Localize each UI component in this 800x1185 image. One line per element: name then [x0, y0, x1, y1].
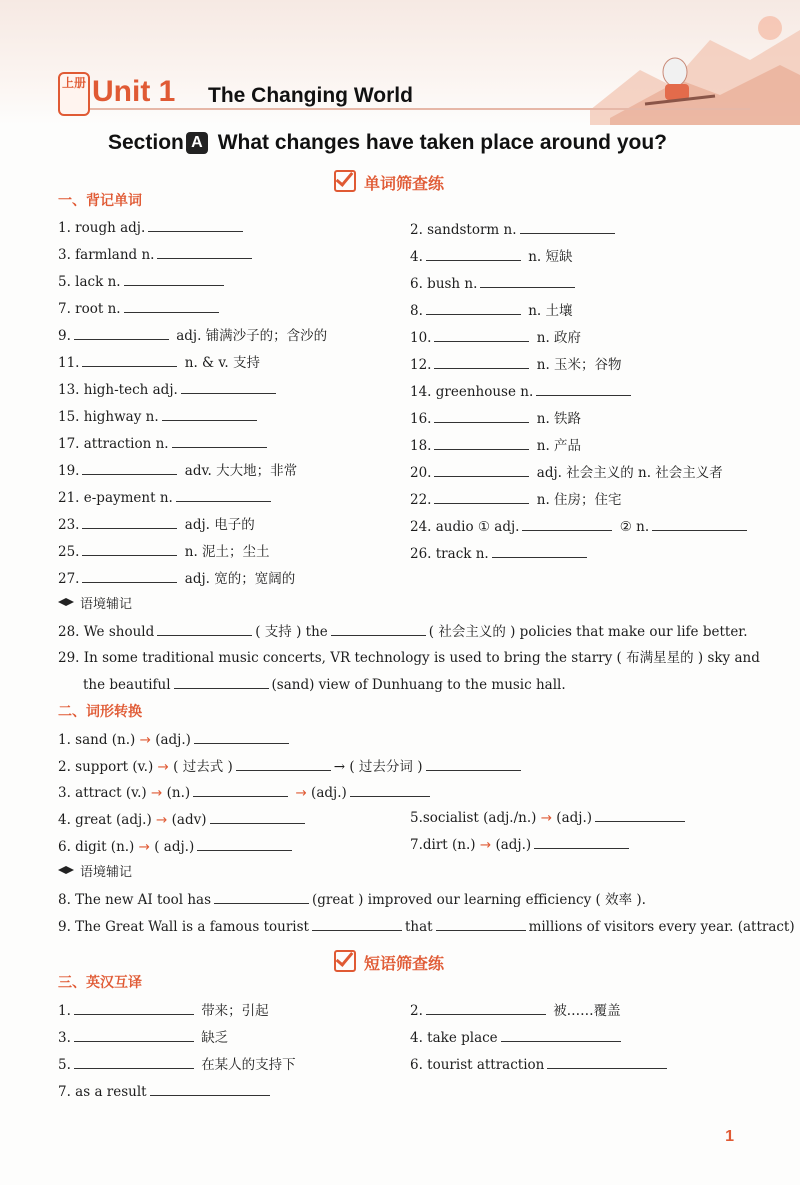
part-1-heading: 一、背记单词 — [58, 193, 142, 209]
band-phrase-drill — [334, 950, 444, 975]
word-item: 25. n. 泥土；尘土 — [58, 544, 270, 560]
word-item: 16. n. 铁路 — [410, 411, 582, 427]
skier-mountain-illustration — [590, 0, 800, 125]
answer-blank[interactable] — [74, 1055, 194, 1069]
word-item: 18. n. 产品 — [410, 438, 582, 454]
word-item: 19. adv. 大大地；非常 — [58, 463, 298, 479]
band-label: 单词筛查练 — [364, 174, 445, 193]
word-item: 14. greenhouse n. — [410, 382, 634, 401]
answer-blank[interactable] — [148, 218, 243, 232]
phrase-item: 3. 缺乏 — [58, 1030, 229, 1046]
answer-blank[interactable] — [82, 461, 177, 475]
transform-item: 1. sand (n.) → (adj.) — [58, 730, 292, 749]
transform-item: 5.socialist (adj./n.) → (adj.) — [410, 808, 688, 827]
arrow-right-icon: → — [540, 810, 552, 826]
graduation-cap-icon — [58, 866, 74, 876]
word-item: 10. n. 政府 — [410, 330, 582, 346]
part-2-heading: 二、词形转换 — [58, 704, 142, 720]
arrow-right-icon: → — [151, 785, 163, 801]
sentence-8: 8. The new AI tool has (great ) improved our learning efficiency ( 效率 ). — [58, 892, 646, 908]
answer-blank[interactable] — [82, 353, 177, 367]
answer-blank[interactable] — [547, 1055, 667, 1069]
answer-blank[interactable] — [426, 247, 521, 261]
answer-blank[interactable] — [434, 463, 529, 477]
part-3-heading: 三、英汉互译 — [58, 975, 142, 991]
answer-blank[interactable] — [74, 326, 169, 340]
word-item: 7. root n. — [58, 299, 222, 318]
arrow-right-icon: → — [295, 785, 307, 801]
arrow-right-icon: → — [157, 759, 169, 775]
unit-label: Unit 1 — [92, 75, 176, 108]
answer-blank[interactable] — [194, 730, 289, 744]
sentence-29-cont: the beautiful (sand) view of Dunhuang to the music hall. — [83, 677, 566, 693]
band-label: 短语筛查练 — [364, 954, 445, 973]
band-word-drill — [334, 170, 444, 195]
answer-blank[interactable] — [434, 490, 529, 504]
unit-title: The Changing World — [208, 84, 413, 107]
answer-blank[interactable] — [124, 299, 219, 313]
sentence-28: 28. We should ( 支持 ) the ( 社会主义的 ) policies that make our life better. — [58, 624, 748, 640]
answer-blank[interactable] — [236, 757, 331, 771]
phrase-item: 1. 带来；引起 — [58, 1003, 269, 1019]
word-item: 26. track n. — [410, 544, 590, 563]
answer-blank[interactable] — [174, 675, 269, 689]
answer-blank[interactable] — [520, 220, 615, 234]
context-hint: 语境辅记 — [58, 596, 132, 614]
answer-blank[interactable] — [501, 1028, 621, 1042]
answer-blank[interactable] — [522, 517, 612, 531]
answer-blank[interactable] — [197, 837, 292, 851]
checkmark-icon — [334, 170, 356, 192]
word-item: 12. n. 玉米；谷物 — [410, 357, 622, 373]
answer-blank[interactable] — [181, 380, 276, 394]
transform-item: 2. support (v.) → ( 过去式 ) → ( 过去分词 ) — [58, 757, 524, 776]
answer-blank[interactable] — [436, 917, 526, 931]
answer-blank[interactable] — [492, 544, 587, 558]
answer-blank[interactable] — [74, 1001, 194, 1015]
phrase-item: 2. 被……覆盖 — [410, 1003, 621, 1019]
answer-blank[interactable] — [434, 409, 529, 423]
answer-blank[interactable] — [210, 810, 305, 824]
answer-blank[interactable] — [124, 272, 224, 286]
answer-blank[interactable] — [331, 622, 426, 636]
answer-blank[interactable] — [82, 542, 177, 556]
phrase-item: 7. as a result — [58, 1082, 273, 1101]
arrow-right-icon: → — [139, 732, 151, 748]
section-prefix: Section — [108, 131, 184, 154]
transform-item: 3. attract (v.) → (n.) → (adj.) — [58, 783, 433, 802]
word-item: 15. highway n. — [58, 407, 260, 426]
answer-blank[interactable] — [434, 328, 529, 342]
checkmark-icon — [334, 950, 356, 972]
word-item: 9. adj. 铺满沙子的；含沙的 — [58, 328, 328, 344]
word-item: 22. n. 住房；住宅 — [410, 492, 622, 508]
arrow-right-icon: → — [479, 837, 492, 853]
answer-blank[interactable] — [350, 783, 430, 797]
answer-blank[interactable] — [157, 622, 252, 636]
word-item: 11. n. & v. 支持 — [58, 355, 260, 371]
answer-blank[interactable] — [82, 569, 177, 583]
answer-blank[interactable] — [150, 1082, 270, 1096]
word-item: 5. lack n. — [58, 272, 227, 291]
answer-blank[interactable] — [162, 407, 257, 421]
word-item: 24. audio ① adj. ② n. — [410, 517, 750, 536]
phrase-item: 5. 在某人的支持下 — [58, 1057, 296, 1073]
phrase-item: 6. tourist attraction — [410, 1055, 670, 1074]
answer-blank[interactable] — [172, 434, 267, 448]
answer-blank[interactable] — [426, 757, 521, 771]
graduation-cap-icon — [58, 598, 74, 608]
volume-badge: 上册 — [58, 72, 90, 116]
answer-blank[interactable] — [157, 245, 252, 259]
answer-blank[interactable] — [74, 1028, 194, 1042]
page-number: 1 — [725, 1128, 734, 1145]
arrow-right-icon: → — [156, 812, 168, 828]
answer-blank[interactable] — [652, 517, 747, 531]
answer-blank[interactable] — [176, 488, 271, 502]
word-item: 21. e-payment n. — [58, 488, 274, 507]
answer-blank[interactable] — [480, 274, 575, 288]
word-item: 4. n. 短缺 — [410, 249, 573, 265]
section-title: What changes have taken place around you? — [217, 131, 667, 154]
answer-blank[interactable] — [534, 835, 629, 849]
word-item: 23. adj. 电子的 — [58, 517, 255, 533]
answer-blank[interactable] — [312, 917, 402, 931]
word-item: 20. adj. 社会主义的 n. 社会主义者 — [410, 465, 723, 481]
section-badge: A — [186, 132, 208, 154]
word-item: 8. n. 土壤 — [410, 303, 573, 319]
word-item: 13. high-tech adj. — [58, 380, 279, 399]
word-item: 3. farmland n. — [58, 245, 255, 264]
word-item: 2. sandstorm n. — [410, 220, 618, 239]
answer-blank[interactable] — [434, 436, 529, 450]
answer-blank[interactable] — [536, 382, 631, 396]
answer-blank[interactable] — [434, 355, 529, 369]
word-item: 27. adj. 宽的；宽阔的 — [58, 571, 296, 587]
answer-blank[interactable] — [214, 890, 309, 904]
transform-item: 4. great (adj.) → (adv) — [58, 810, 308, 829]
answer-blank[interactable] — [595, 808, 685, 822]
word-item: 17. attraction n. — [58, 434, 270, 453]
transform-item: 6. digit (n.) → ( adj.) — [58, 837, 295, 856]
answer-blank[interactable] — [193, 783, 288, 797]
transform-item: 7.dirt (n.) → (adj.) — [410, 835, 632, 854]
sentence-9: 9. The Great Wall is a famous tourist that millions of visitors every year. (attract) — [58, 919, 795, 935]
arrow-right-icon: → — [138, 839, 150, 855]
answer-blank[interactable] — [426, 301, 521, 315]
answer-blank[interactable] — [426, 1001, 546, 1015]
answer-blank[interactable] — [82, 515, 177, 529]
section-heading — [108, 129, 667, 157]
sentence-29: 29. In some traditional music concerts, VR technology is used to bring the starry ( 布满星星的 ) sky and — [58, 650, 760, 666]
phrase-item: 4. take place — [410, 1028, 624, 1047]
word-item: 6. bush n. — [410, 274, 578, 293]
context-hint: 语境辅记 — [58, 864, 132, 882]
word-item: 1. rough adj. — [58, 218, 246, 237]
